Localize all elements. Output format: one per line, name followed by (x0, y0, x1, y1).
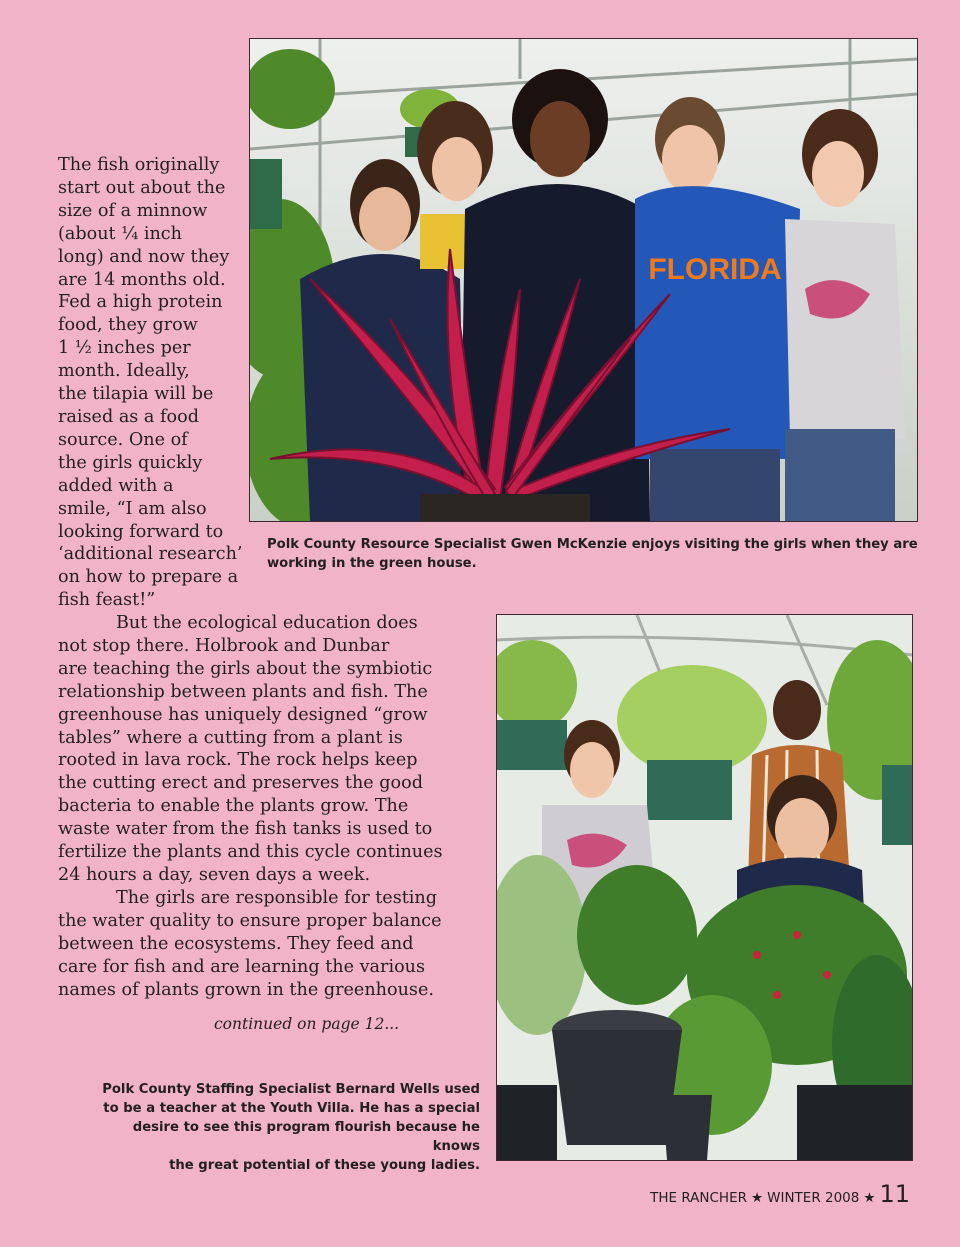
article-line: greenhouse has uniquely designed “grow (58, 704, 428, 725)
article-line: the water quality to ensure proper balance (58, 910, 442, 931)
article-line: 24 hours a day, seven days a week. (58, 864, 371, 885)
article-line: tables” where a cutting from a plant is (58, 727, 403, 748)
star-icon: ★ (863, 1190, 876, 1206)
article-line: smile, “I am also (58, 498, 207, 519)
article-line: source. One of (58, 429, 188, 450)
article-line: size of a minnow (58, 200, 208, 221)
article-line: Fed a high protein (58, 292, 223, 313)
article-line: ‘additional research’ (58, 544, 243, 565)
article-line: long) and now they (58, 246, 230, 267)
caption-line: to be a teacher at the Youth Villa. He has a special (103, 1101, 480, 1116)
article-line: the tilapia will be (58, 384, 214, 405)
article-line: But the ecological education does (116, 613, 418, 633)
page-footer (650, 1180, 910, 1208)
article-line: are 14 months old. (58, 269, 226, 290)
article-line: care for fish and are learning the various (58, 956, 426, 977)
article-line: the cutting erect and preserves the good (58, 773, 423, 794)
star-icon: ★ (751, 1190, 764, 1206)
article-line: added with a (58, 475, 174, 496)
article-text-top (58, 154, 243, 612)
article-line: (about ¼ inch (58, 223, 182, 244)
continued-note: continued on page 12... (214, 1015, 400, 1033)
article-line: food, they grow (58, 315, 198, 336)
article-line: not stop there. Holbrook and Dunbar (58, 635, 390, 656)
article-line: bacteria to enable the plants grow. The (58, 796, 409, 817)
article-line: on how to prepare a (58, 567, 239, 588)
article-line: The fish originally (58, 155, 220, 175)
article-line: The girls are responsible for testing (116, 887, 438, 908)
caption-line: desire to see this program flourish because he knows (132, 1120, 480, 1154)
greenhouse-staff-photo (496, 614, 913, 1161)
article-line: waste water from the fish tanks is used to (58, 819, 433, 840)
publication-name: THE RANCHER (650, 1190, 747, 1206)
article-line: names of plants grown in the greenhouse. (58, 979, 434, 1000)
article-line: month. Ideally, (58, 361, 190, 382)
sweatshirt-text: FLORIDA (648, 253, 782, 286)
article-line: the girls quickly (58, 452, 203, 473)
article-line: relationship between plants and fish. The (58, 681, 428, 702)
photo-caption-bottom (100, 1080, 480, 1175)
page-number: 11 (879, 1180, 910, 1208)
article-line: start out about the (58, 177, 226, 198)
article-line: between the ecosystems. They feed and (58, 933, 414, 954)
article-line: fish feast!” (58, 590, 156, 611)
caption-line: the great potential of these young ladies. (169, 1158, 480, 1173)
photo-caption-top: Polk County Resource Specialist Gwen McKenzie enjoys visiting the girls when they are working in the green house. (267, 537, 918, 571)
article-line: fertilize the plants and this cycle continues (58, 842, 443, 863)
article-line: looking forward to (58, 521, 224, 542)
article-line: rooted in lava rock. The rock helps keep (58, 750, 418, 771)
article-line: 1 ½ inches per (58, 338, 191, 359)
article-text-bottom (58, 612, 443, 1001)
greenhouse-group-photo (249, 38, 918, 522)
article-line: are teaching the girls about the symbiotic (58, 658, 433, 679)
issue-label: WINTER 2008 (767, 1190, 860, 1206)
caption-line: Polk County Staffing Specialist Bernard Wells used (102, 1082, 480, 1097)
article-line: raised as a food (58, 406, 199, 427)
